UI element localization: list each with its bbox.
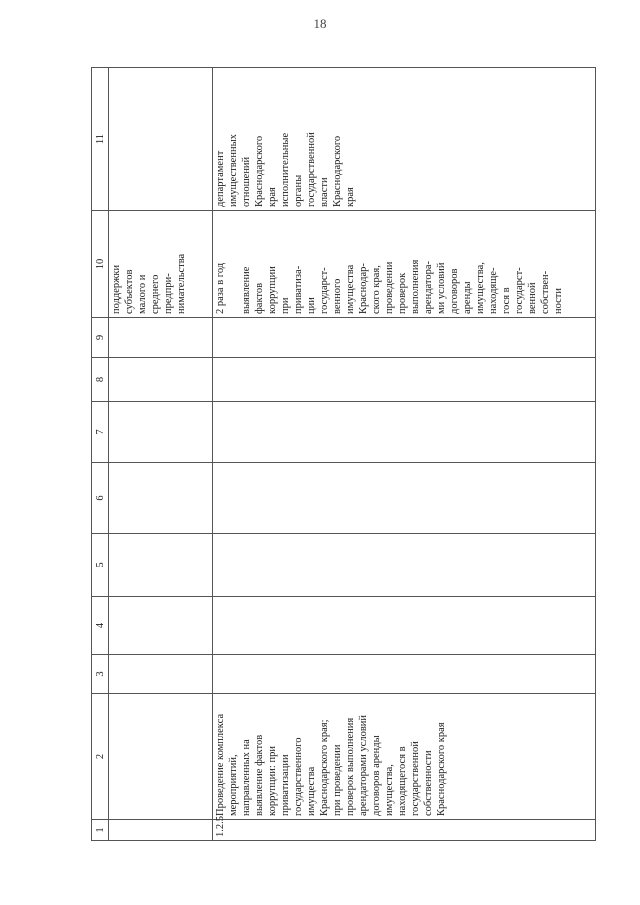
column-number: 9 (92, 318, 109, 358)
table-row (213, 68, 596, 841)
table-cell (213, 597, 596, 655)
table-cell (109, 402, 213, 463)
table-cell (109, 463, 213, 534)
column-number: 5 (92, 534, 109, 597)
table-cell (213, 318, 596, 358)
table-cell (109, 655, 213, 694)
table-cell (213, 694, 596, 820)
column-number-row (92, 68, 109, 841)
column-number: 4 (92, 597, 109, 655)
table-cell (213, 655, 596, 694)
table-cell (213, 463, 596, 534)
column-number: 6 (92, 463, 109, 534)
page-number: 18 (313, 16, 327, 31)
table-cell (109, 820, 213, 841)
column-number: 11 (92, 68, 109, 211)
column-number: 1 (92, 820, 109, 841)
rotated-table-container (91, 68, 596, 841)
table-cell (213, 402, 596, 463)
table-cell (213, 534, 596, 597)
table-cell (213, 68, 596, 211)
column-number: 8 (92, 358, 109, 402)
continuation-text: поддержки субъектов малого и среднего предпри- нимательства (111, 253, 187, 314)
column-number: 7 (92, 402, 109, 463)
table-cell (213, 358, 596, 402)
column-number: 3 (92, 655, 109, 694)
measure-title: Проведение комплекса мероприятий, направленных на выявление фактов коррупции: при приватизации государственного имущества Краснодарского края; при проведении проверок выполнения арендаторами условий договоров аренды имущества, находящегося в государственной собственности Краснодарского края (215, 713, 447, 816)
table-cell (109, 318, 213, 358)
table-cell (109, 68, 213, 211)
table-cell (109, 694, 213, 820)
responsible-parties: департамент имущественных отношений Краснодарского края исполнительные органы государственной власти Краснодарского края (215, 132, 356, 207)
table-cell (213, 211, 596, 318)
column-number: 10 (92, 211, 109, 318)
measures-table (91, 67, 596, 841)
row-number: 1.2.5 (213, 820, 596, 841)
table-cell (109, 358, 213, 402)
expected-result: 2 раза в год выявление фактов коррупции при приватиза- ции государст- венного имущества Краснодар- ского края, проведении проверок выполнения арендатора- ми условий договоров аренды имущества, находяще- гося в государст- венной собствен- ности (215, 259, 564, 314)
table-cell (109, 597, 213, 655)
table-cell (109, 534, 213, 597)
continuation-row (109, 68, 213, 841)
table-cell (109, 211, 213, 318)
table-region (91, 68, 596, 841)
column-number: 2 (92, 694, 109, 820)
